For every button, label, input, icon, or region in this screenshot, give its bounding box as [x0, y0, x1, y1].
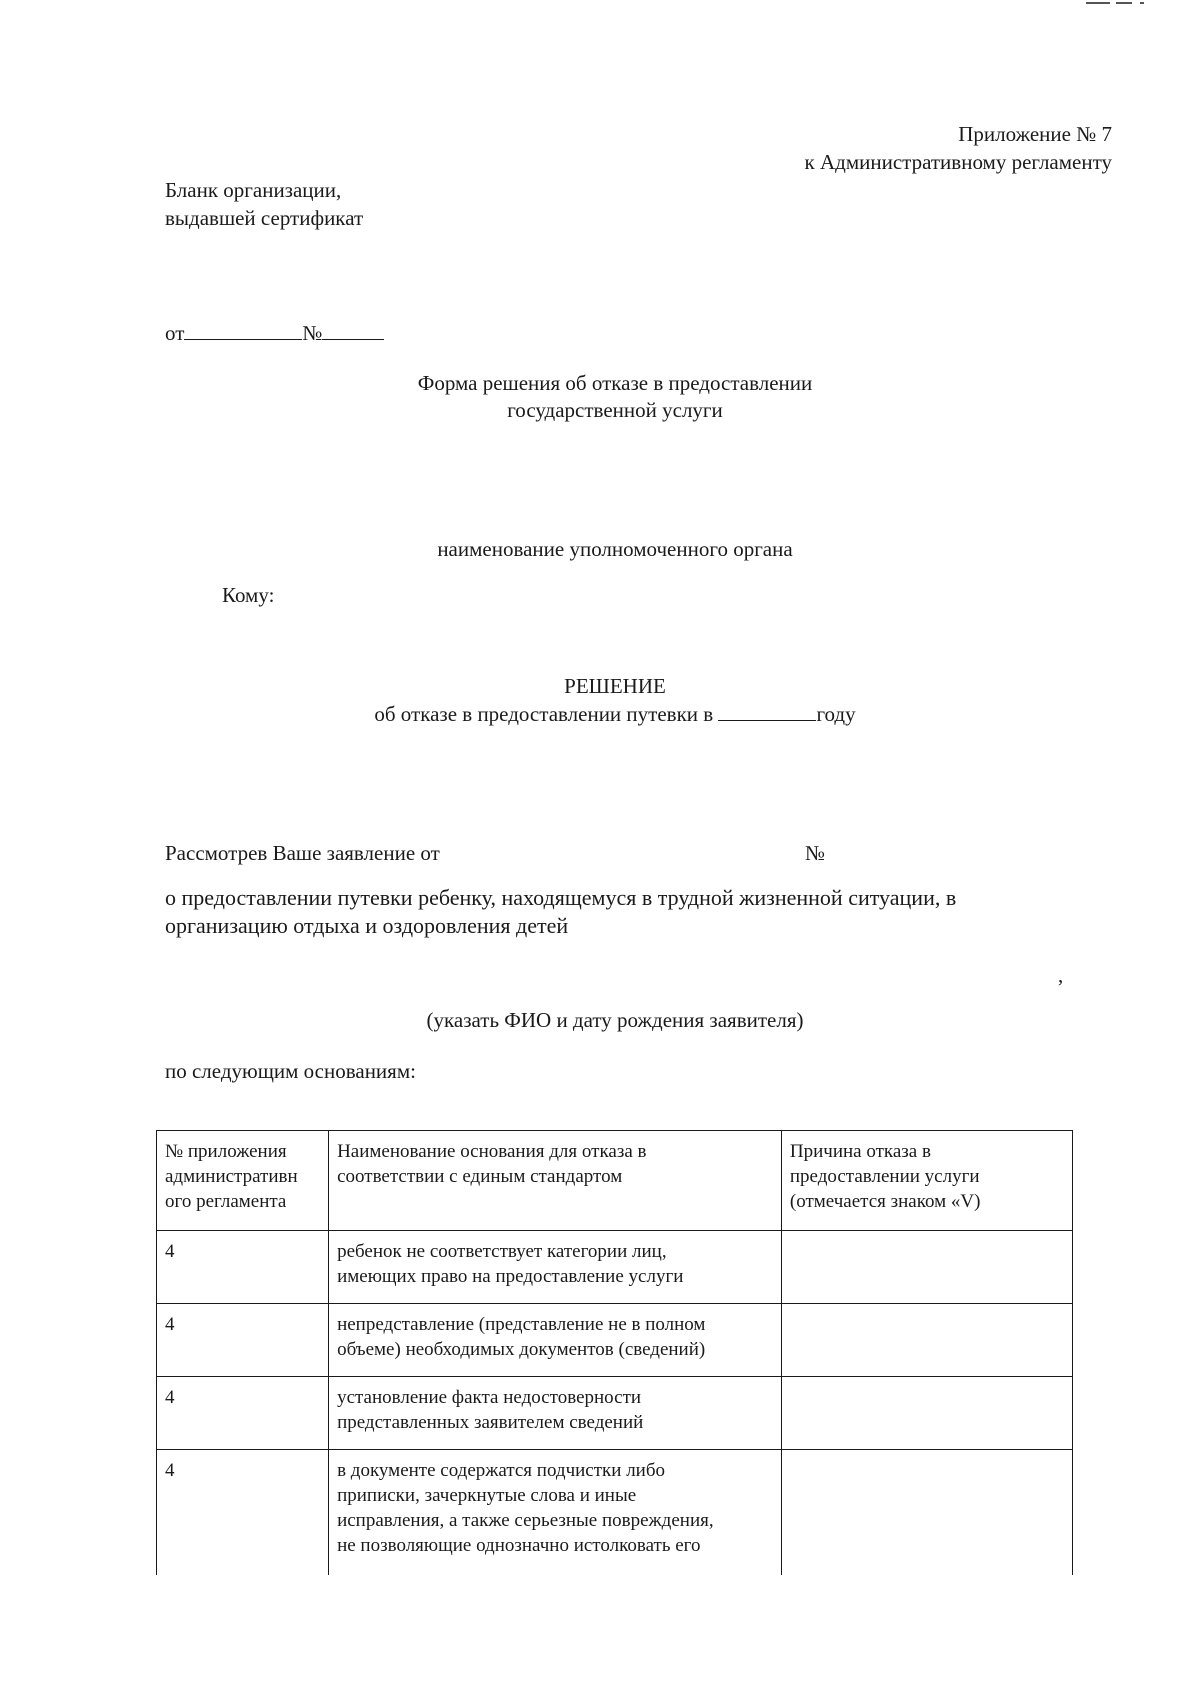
trailing-comma: ,: [1058, 963, 1064, 987]
row-reason: установление факта недостоверности представленных заявителем сведений: [337, 1387, 644, 1433]
considered-label: Рассмотрев Ваше заявление от: [165, 841, 440, 865]
row-number: 4: [165, 1241, 175, 1262]
row-number-cell: [157, 1377, 329, 1450]
row-mark-cell[interactable]: [781, 1304, 1072, 1377]
decision-subtitle: [300, 701, 930, 727]
table-row: [157, 1304, 1073, 1377]
header-refusal-ground: [329, 1131, 782, 1231]
table-row: [157, 1450, 1073, 1575]
grounds-table: [156, 1130, 1073, 1575]
recipient-label: Кому:: [222, 583, 275, 607]
date-blank: [184, 321, 302, 340]
considered-number-label: №: [805, 841, 826, 865]
table-row: [157, 1377, 1073, 1450]
row-mark-cell[interactable]: [781, 1231, 1072, 1304]
row-reason-cell: [329, 1450, 782, 1575]
row-reason-cell: [329, 1304, 782, 1377]
header-refusal-reason: [781, 1131, 1072, 1231]
row-reason-cell: [329, 1377, 782, 1450]
row-reason: непредставление (представление не в полном объеме) необходимых документов (сведений): [337, 1314, 706, 1360]
appendix-line-1: Приложение № 7: [958, 122, 1112, 146]
row-reason: в документе содержатся подчистки либо приписки, зачеркнутые слова и иные исправления, а также серьезные повреждения, не позволяющие однозначно истолковать его: [337, 1460, 714, 1556]
row-number: 4: [165, 1460, 175, 1481]
number-blank: [322, 321, 384, 340]
form-title-line-1: Форма решения об отказе в предоставлении: [417, 371, 813, 395]
row-number: 4: [165, 1387, 175, 1408]
header-refusal-reason-text: Причина отказа в предоставлении услуги (отмечается знаком «V): [789, 1141, 981, 1212]
table-header-row: [157, 1131, 1073, 1231]
decision-subtitle-before: об отказе в предоставлении путевки в: [374, 702, 714, 726]
table-row: [157, 1231, 1073, 1304]
form-title-line-2: государственной услуги: [507, 398, 723, 422]
applicant-hint: (указать ФИО и дату рождения заявителя): [426, 1008, 804, 1032]
date-number-line: [165, 320, 384, 346]
decision-title: РЕШЕНИЕ: [564, 674, 666, 698]
header-appendix-number: [157, 1131, 329, 1231]
application-text-line-2: организацию отдыха и оздоровления детей: [165, 913, 569, 938]
grounds-label: по следующим основаниям:: [165, 1059, 416, 1083]
row-reason: ребенок не соответствует категории лиц, имеющих право на предоставление услуги: [337, 1241, 684, 1287]
from-label: от: [165, 321, 185, 345]
row-number-cell: [157, 1231, 329, 1304]
application-text-line-1: о предоставлении путевки ребенку, находящемуся в трудной жизненной ситуации, в: [165, 885, 957, 910]
header-refusal-ground-text: Наименование основания для отказа в соответствии с единым стандартом: [337, 1141, 647, 1187]
row-mark-cell[interactable]: [781, 1377, 1072, 1450]
org-blank-line-1: Бланк организации,: [165, 178, 342, 202]
authority-caption: наименование уполномоченного органа: [437, 537, 793, 561]
decision-subtitle-after: году: [816, 702, 856, 726]
year-blank: [718, 702, 816, 721]
row-number-cell: [157, 1450, 329, 1575]
row-number-cell: [157, 1304, 329, 1377]
org-blank-line-2: выдавшей сертификат: [165, 206, 364, 230]
number-label: №: [302, 321, 323, 345]
row-reason-cell: [329, 1231, 782, 1304]
header-appendix-number-text: № приложения административн ого регламента: [165, 1141, 298, 1212]
row-mark-cell[interactable]: [781, 1450, 1072, 1575]
scan-corner-mark: [1080, 0, 1160, 6]
row-number: 4: [165, 1314, 175, 1335]
appendix-line-2: к Административному регламенту: [804, 150, 1112, 174]
